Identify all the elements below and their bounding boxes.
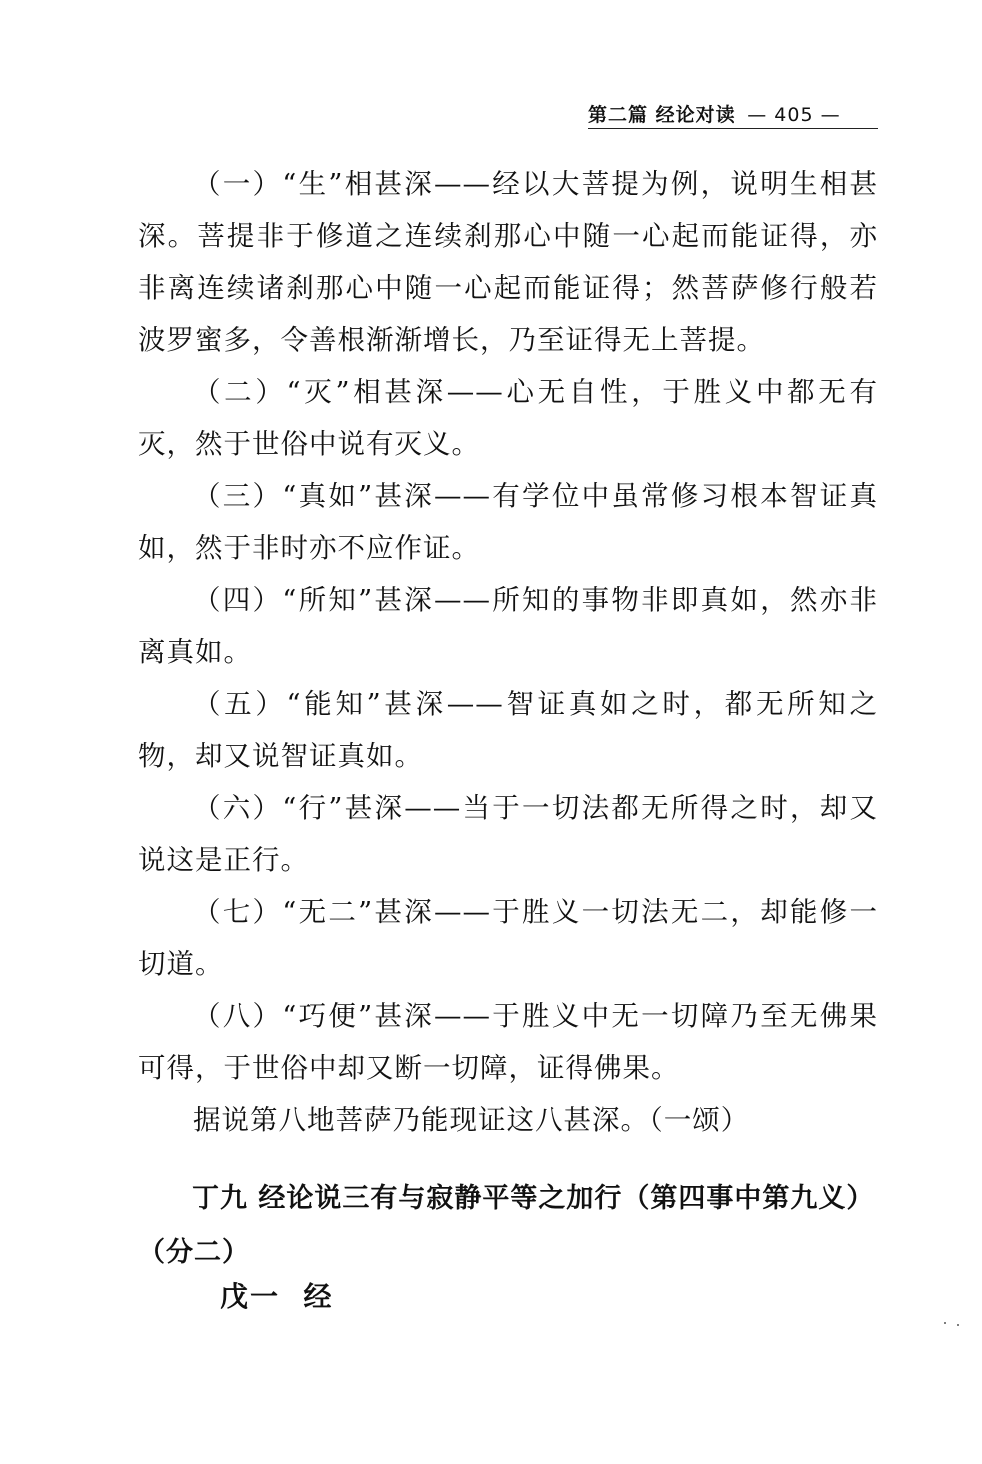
sub-heading: 戊一 经 xyxy=(220,1280,334,1313)
paragraph-8: （八）“巧便”甚深——于胜义中无一切障乃至无佛果可得，于世俗中却又断一切障，证得佛果。 xyxy=(138,1000,878,1084)
scan-speck xyxy=(957,1324,959,1326)
paragraph-3: （三）“真如”甚深——有学位中虽常修习根本智证真如，然于非时亦不应作证。 xyxy=(138,480,878,564)
paragraph-9: 据说第八地菩萨乃能现证这八甚深。（一颂） xyxy=(193,1104,750,1136)
paragraph-2: （二）“灭”相甚深——心无自性，于胜义中都无有灭，然于世俗中说有灭义。 xyxy=(138,376,878,460)
paragraph-5: （五）“能知”甚深——智证真如之时，都无所知之物，却又说智证真如。 xyxy=(138,688,878,772)
header-rule xyxy=(588,128,878,129)
paragraph-4: （四）“所知”甚深——所知的事物非即真如，然亦非离真如。 xyxy=(138,584,878,668)
paragraph-1: （一）“生”相甚深——经以大菩提为例，说明生相甚深。菩提非于修道之连续刹那心中随一心起而能证得，亦非离连续诸刹那心中随一心起而能证得；然菩萨修行般若波罗蜜多，令善根渐渐增长，乃至证得无上菩提。 xyxy=(138,168,878,356)
scan-speck xyxy=(944,1322,946,1324)
body-text xyxy=(138,158,878,1146)
paragraph-6: （六）“行”甚深——当于一切法都无所得之时，却又说这是正行。 xyxy=(138,792,878,876)
page-header xyxy=(588,100,841,127)
section-heading: 丁九 经论说三有与寂静平等之加行（第四事中第九义）（分二） xyxy=(138,1183,875,1268)
header-title: 第二篇 经论对读 xyxy=(588,104,736,126)
paragraph-7: （七）“无二”甚深——于胜义一切法无二，却能修一切道。 xyxy=(138,896,878,980)
page-number: — 405 — xyxy=(747,104,841,126)
